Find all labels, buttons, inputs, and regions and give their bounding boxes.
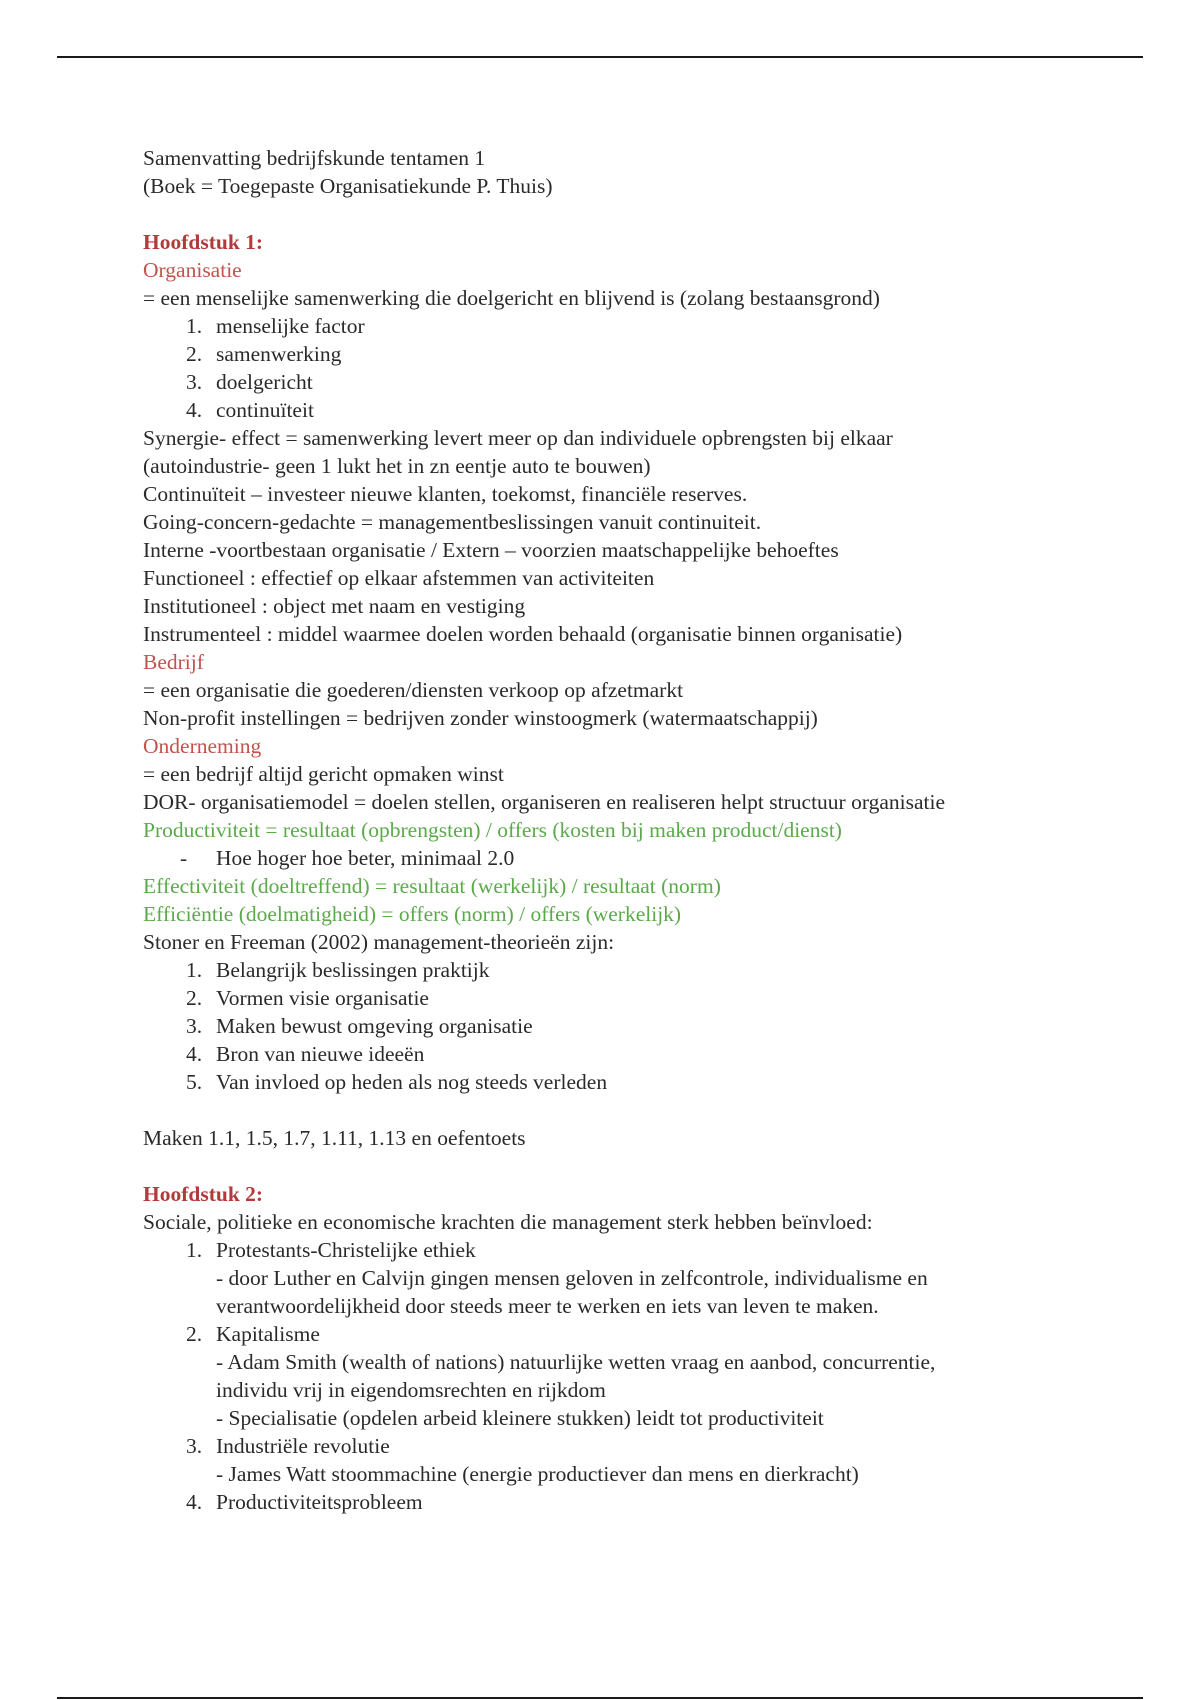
list-item-detail: - Adam Smith (wealth of nations) natuurlijke wetten vraag en aanbod, concurrentie, bbox=[216, 1350, 936, 1374]
continuiteit-line: Continuïteit – investeer nieuwe klanten, toekomst, financiële reserves. bbox=[143, 482, 748, 506]
list-item: 1. Protestants-Christelijke ethiek bbox=[186, 1238, 476, 1262]
list-item: 2. Vormen visie organisatie bbox=[186, 986, 429, 1010]
list-item-detail: - door Luther en Calvijn gingen mensen geloven in zelfcontrole, individualisme en bbox=[216, 1266, 928, 1290]
synergie-line-2: (autoindustrie- geen 1 lukt het in zn eentje auto te bouwen) bbox=[143, 454, 651, 478]
effectiviteit-formula: Effectiviteit (doeltreffend) = resultaat (werkelijk) / resultaat (norm) bbox=[143, 874, 721, 898]
onderneming-definition: = een bedrijf altijd gericht opmaken winst bbox=[143, 762, 504, 786]
list-item: 5. Van invloed op heden als nog steeds verleden bbox=[186, 1070, 608, 1094]
top-rule bbox=[57, 56, 1143, 58]
bottom-rule bbox=[57, 1697, 1143, 1699]
list-item: 4. Productiviteitsprobleem bbox=[186, 1490, 423, 1514]
efficientie-formula: Efficiëntie (doelmatigheid) = offers (norm) / offers (werkelijk) bbox=[143, 902, 682, 926]
list-item: 3. Industriële revolutie bbox=[186, 1434, 390, 1458]
list-item-detail: - James Watt stoommachine (energie productiever dan mens en dierkracht) bbox=[216, 1462, 859, 1486]
stoner-line: Stoner en Freeman (2002) management-theorieën zijn: bbox=[143, 930, 615, 954]
list-item-detail: - Specialisatie (opdelen arbeid kleinere stukken) leidt tot productiviteit bbox=[216, 1406, 824, 1430]
bedrijf-definition: = een organisatie die goederen/diensten verkoop op afzetmarkt bbox=[143, 678, 684, 702]
document-title: Samenvatting bedrijfskunde tentamen 1 bbox=[143, 146, 486, 170]
list-item: 2. Kapitalisme bbox=[186, 1322, 320, 1346]
interne-line: Interne -voortbestaan organisatie / Extern – voorzien maatschappelijke behoeftes bbox=[143, 538, 839, 562]
list-item: - Hoe hoger hoe beter, minimaal 2.0 bbox=[180, 846, 515, 870]
list-item: 4. Bron van nieuwe ideeën bbox=[186, 1042, 425, 1066]
institutioneel-line: Institutioneel : object met naam en vestiging bbox=[143, 594, 526, 618]
chapter-2-intro: Sociale, politieke en economische krachten die management sterk hebben beïnvloed: bbox=[143, 1210, 873, 1234]
list-item: 1. menselijke factor bbox=[186, 314, 365, 338]
document-subtitle: (Boek = Toegepaste Organisatiekunde P. Thuis) bbox=[143, 174, 553, 198]
list-item: 1. Belangrijk beslissingen praktijk bbox=[186, 958, 490, 982]
synergie-line-1: Synergie- effect = samenwerking levert meer op dan individuele opbrengsten bij elkaar bbox=[143, 426, 893, 450]
functioneel-line: Functioneel : effectief op elkaar afstemmen van activiteiten bbox=[143, 566, 655, 590]
term-bedrijf: Bedrijf bbox=[143, 650, 204, 674]
chapter-2-heading: Hoofdstuk 2: bbox=[143, 1182, 264, 1206]
instrumenteel-line: Instrumenteel : middel waarmee doelen worden behaald (organisatie binnen organisatie) bbox=[143, 622, 903, 646]
document-body bbox=[143, 144, 1143, 1516]
list-item: 2. samenwerking bbox=[186, 342, 342, 366]
list-item: 3. Maken bewust omgeving organisatie bbox=[186, 1014, 533, 1038]
dor-line: DOR- organisatiemodel = doelen stellen, organiseren en realiseren helpt structuur organisatie bbox=[143, 790, 946, 814]
productiviteit-formula: Productiviteit = resultaat (opbrengsten) / offers (kosten bij maken product/dienst) bbox=[143, 818, 842, 842]
list-item: 4. continuïteit bbox=[186, 398, 314, 422]
nonprofit-line: Non-profit instellingen = bedrijven zonder winstoogmerk (watermaatschappij) bbox=[143, 706, 818, 730]
list-item-detail: individu vrij in eigendomsrechten en rijkdom bbox=[216, 1378, 606, 1402]
maken-line: Maken 1.1, 1.5, 1.7, 1.11, 1.13 en oefentoets bbox=[143, 1126, 526, 1150]
list-item-detail: verantwoordelijkheid door steeds meer te werken en iets van leven te maken. bbox=[216, 1294, 879, 1318]
list-item: 3. doelgericht bbox=[186, 370, 313, 394]
term-organisatie: Organisatie bbox=[143, 258, 242, 282]
chapter-1-heading: Hoofdstuk 1: bbox=[143, 230, 264, 254]
organisatie-definition: = een menselijke samenwerking die doelgericht en blijvend is (zolang bestaansgrond) bbox=[143, 286, 880, 310]
going-concern-line: Going-concern-gedachte = managementbeslissingen vanuit continuiteit. bbox=[143, 510, 762, 534]
term-onderneming: Onderneming bbox=[143, 734, 262, 758]
